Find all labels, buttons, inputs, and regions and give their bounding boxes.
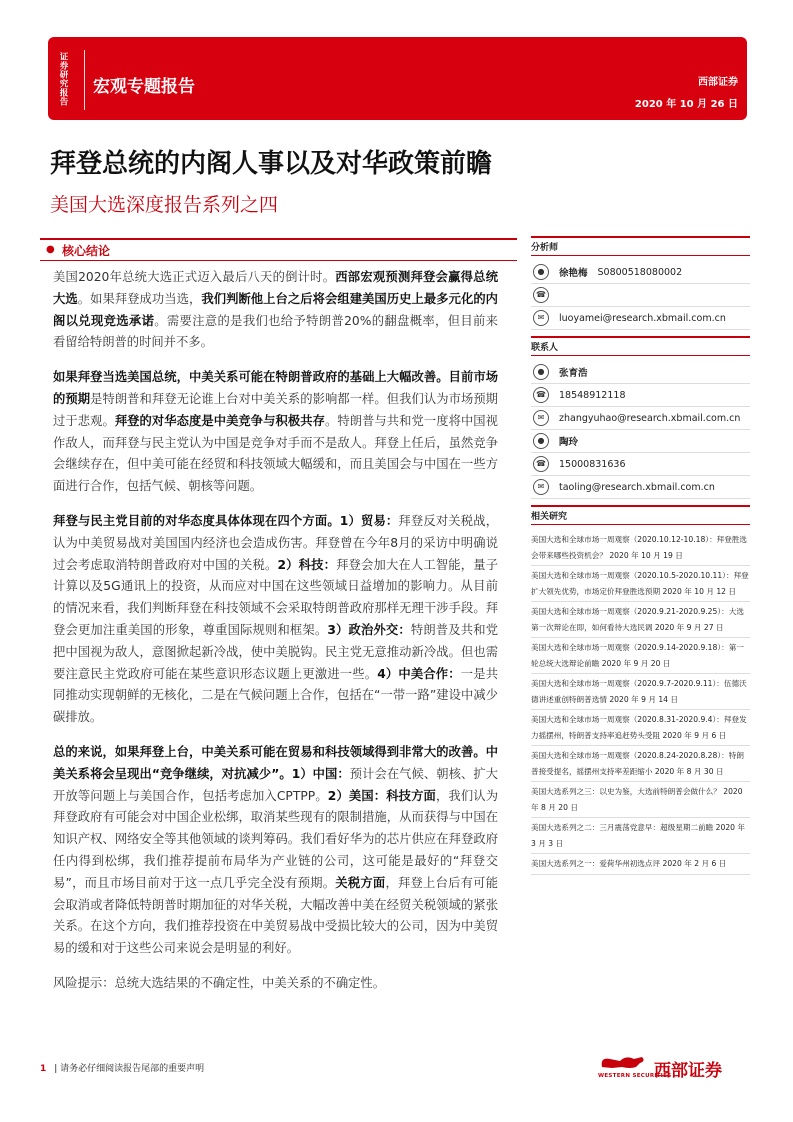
contact-1-row: ● 张育浩 bbox=[531, 361, 750, 384]
person-icon: ● bbox=[533, 364, 549, 380]
analyst-row: ● 徐艳梅 S0800518080002 bbox=[531, 261, 750, 284]
related-item[interactable]: 美国大选和全球市场一周观察（2020.10.5-2020.10.11）：拜登扩大领先优势，市场定价拜登胜选预期 2020 年 10 月 12 日 bbox=[531, 566, 750, 602]
paragraph-3: 拜登与民主党目前的对华态度具体体现在四个方面。1）贸易：拜登反对关税战，认为中美贸易战对美国国内经济也会造成伤害。拜登曾在今年8月的采访中明确说过会考虑取消特朗普政府对中国的关税。2）科技：拜登会加大在人工智能，量子计算以及5G通讯上的投资，从而应对中国在这些领域日益增加的影响力。从目前的情况来看，我们判断拜登在科技领域不会采取特朗普政府那样无理干涉手段。拜登会更加注重美国的形象，尊重国际规则和框架。3）政治外交：特朗普及共和党把中国视为敌人，意图掀起新冷战，使中美脱钩。民主党无意推动新冷战。但也需要注意民主党政府可能在某些意识形态议题上更激进一些。4）中美合作：一是共同推动实现朝鲜的无核化，二是在气候问题上合作，包括在“一带一路”建设中减少碳排放。 bbox=[53, 513, 498, 725]
related-item[interactable]: 美国大选和全球市场一周观察（2020.9.21-2020.9.25）：大选第一次辩论在即，如何看待大选民调 2020 年 9 月 27 日 bbox=[531, 602, 750, 638]
related-item[interactable]: 美国大选和全球市场一周观察（2020.10.12-10.18）：拜登胜选会带来哪些投资机会？ 2020 年 10 月 19 日 bbox=[531, 530, 750, 566]
related-header: 相关研究 bbox=[531, 505, 750, 525]
contact-header: 联系人 bbox=[531, 336, 750, 356]
related-list bbox=[531, 530, 750, 875]
risk-note: 风险提示：总统大选结果的不确定性，中美关系的不确定性。 bbox=[53, 975, 386, 990]
footer: 1 | 请务必仔细阅读报告尾部的重要声明 bbox=[40, 1064, 205, 1074]
related-item[interactable]: 美国大选和全球市场一周观察（2020.9.7-2020.9.11）：伍德沃德讲述重创特朗普选情 2020 年 9 月 14 日 bbox=[531, 674, 750, 710]
contact-2-phone-row: ☎ 15000831636 bbox=[531, 453, 750, 476]
banner-firm: 西部证券 bbox=[698, 77, 738, 88]
related-item[interactable]: 美国大选系列之二：三月震荡党意早：超级星期二前瞻 2020 年 3 月 3 日 bbox=[531, 818, 750, 854]
report-date: 2020 年 10 月 26 日 bbox=[634, 99, 738, 110]
contact-1-email-row bbox=[531, 407, 750, 430]
main-body bbox=[53, 267, 498, 1008]
section-header bbox=[40, 238, 517, 261]
related-item[interactable]: 美国大选和全球市场一周观察（2020.8.24-2020.8.28）：特朗普接受提名，摇摆州支持率差距缩小 2020 年 8 月 30 日 bbox=[531, 746, 750, 782]
phone-icon: ☎ bbox=[533, 287, 549, 303]
related-item[interactable]: 美国大选和全球市场一周观察（2020.9.14-2020.9.18）：第一轮总统大选辩论前瞻 2020 年 9 月 20 日 bbox=[531, 638, 750, 674]
person-icon: ● bbox=[533, 264, 549, 280]
page-subtitle: 美国大选深度报告系列之四 bbox=[50, 194, 279, 216]
contact-2-email-row bbox=[531, 476, 750, 499]
bullet-icon: ● bbox=[46, 244, 55, 255]
firm-logo: WESTERN SECURITIES 西部证券 bbox=[596, 1053, 748, 1083]
vertical-label: 证券研究报告 bbox=[58, 52, 68, 106]
page-number: 1 bbox=[40, 1064, 47, 1074]
contact-1-email[interactable]: zhangyuhao@research.xbmail.com.cn bbox=[559, 412, 741, 424]
footer-disclaimer: 请务必仔细阅读报告尾部的重要声明 bbox=[60, 1064, 205, 1074]
email-icon: ✉ bbox=[533, 479, 549, 495]
related-item[interactable]: 美国大选系列之一：爱荷华州初选点评 2020 年 2 月 6 日 bbox=[531, 854, 750, 875]
report-type: 宏观专题报告 bbox=[93, 77, 195, 97]
sidebar bbox=[531, 236, 750, 875]
email-icon: ✉ bbox=[533, 410, 549, 426]
paragraph-1: 美国2020年总统大选正式迈入最后八天的倒计时。西部宏观预测拜登会赢得总统大选。如果拜登成功当选，我们判断他上台之后将会组建美国历史上最多元化的内阁以兑现竞选承诺。需要注意的是我们也给予特朗普20%的翻盘概率，但目前来看留给特朗普的时间并不多。 bbox=[53, 270, 498, 350]
analyst-phone-row bbox=[531, 284, 750, 307]
paragraph-2: 如果拜登当选美国总统，中美关系可能在特朗普政府的基础上大幅改善。目前市场的预期是特朗普和拜登无论谁上台对中美关系的影响都一样。但我们认为市场预期过于悲观。拜登的对华态度是中美竞争与积极共存。特朗普与共和党一度将中国视作敌人，而拜登与民主党认为中国是竞争对手而不是敌人。拜登上任后，虽然竞争会继续存在，但中美可能在经贸和科技领域大幅缓和，而且美国会与中国在一些方面进行合作，包括气候、朝核等问题。 bbox=[53, 370, 498, 494]
phone-icon: ☎ bbox=[533, 387, 549, 403]
section-title: 核心结论 bbox=[62, 244, 111, 258]
paragraph-4: 总的来说，如果拜登上台，中美关系可能在贸易和科技领域得到非常大的改善。中美关系将会呈现出“竞争继续，对抗减少”。1）中国：预计会在气候、朝核、扩大开放等问题上与美国合作，包括考虑加入CPTPP。2）美国：科技方面，我们认为拜登政府有可能会对中国企业松绑，取消某些现有的限制措施，从而获得与中国在知识产权、网络安全等其他领域的谈判筹码。我们看好华为的芯片供应在拜登政府任内得到松绑，我们推荐提前布局华为产业链的公司，这可能是最好的“拜登交易”，而且市场目前对于这一点几乎完全没有预期。关税方面，拜登上台后有可能会取消或者降低特朗普时期加征的对华关税，大幅改善中美在经贸关税领域的紧张关系。在这个方向，我们推荐投资在中美贸易战中受损比较大的公司，因为中美贸易的缓和对于这些公司来说会是明显的利好。 bbox=[53, 744, 498, 956]
contact-2-email[interactable]: taoling@research.xbmail.com.cn bbox=[559, 481, 715, 493]
analyst-header: 分析师 bbox=[531, 236, 750, 256]
analyst-email[interactable]: luoyamei@research.xbmail.com.cn bbox=[559, 312, 726, 324]
contact-1-phone-row: ☎ 18548912118 bbox=[531, 384, 750, 407]
email-icon: ✉ bbox=[533, 310, 549, 326]
person-icon: ● bbox=[533, 433, 549, 449]
related-item[interactable]: 美国大选系列之三：以史为鉴，大选前特朗普会做什么？ 2020 年 8 月 20 日 bbox=[531, 782, 750, 818]
contact-2-row: ● 陶玲 bbox=[531, 430, 750, 453]
related-item[interactable]: 美国大选和全球市场一周观察（2020.8.31-2020.9.4）：拜登发力摇摆州，特朗普支持率追赶势头受阻 2020 年 9 月 6 日 bbox=[531, 710, 750, 746]
page-title: 拜登总统的内阁人事以及对华政策前瞻 bbox=[50, 149, 493, 179]
banner-divider bbox=[84, 50, 85, 110]
analyst-email-row bbox=[531, 307, 750, 330]
bull-logo-icon bbox=[596, 1053, 650, 1073]
phone-icon: ☎ bbox=[533, 456, 549, 472]
